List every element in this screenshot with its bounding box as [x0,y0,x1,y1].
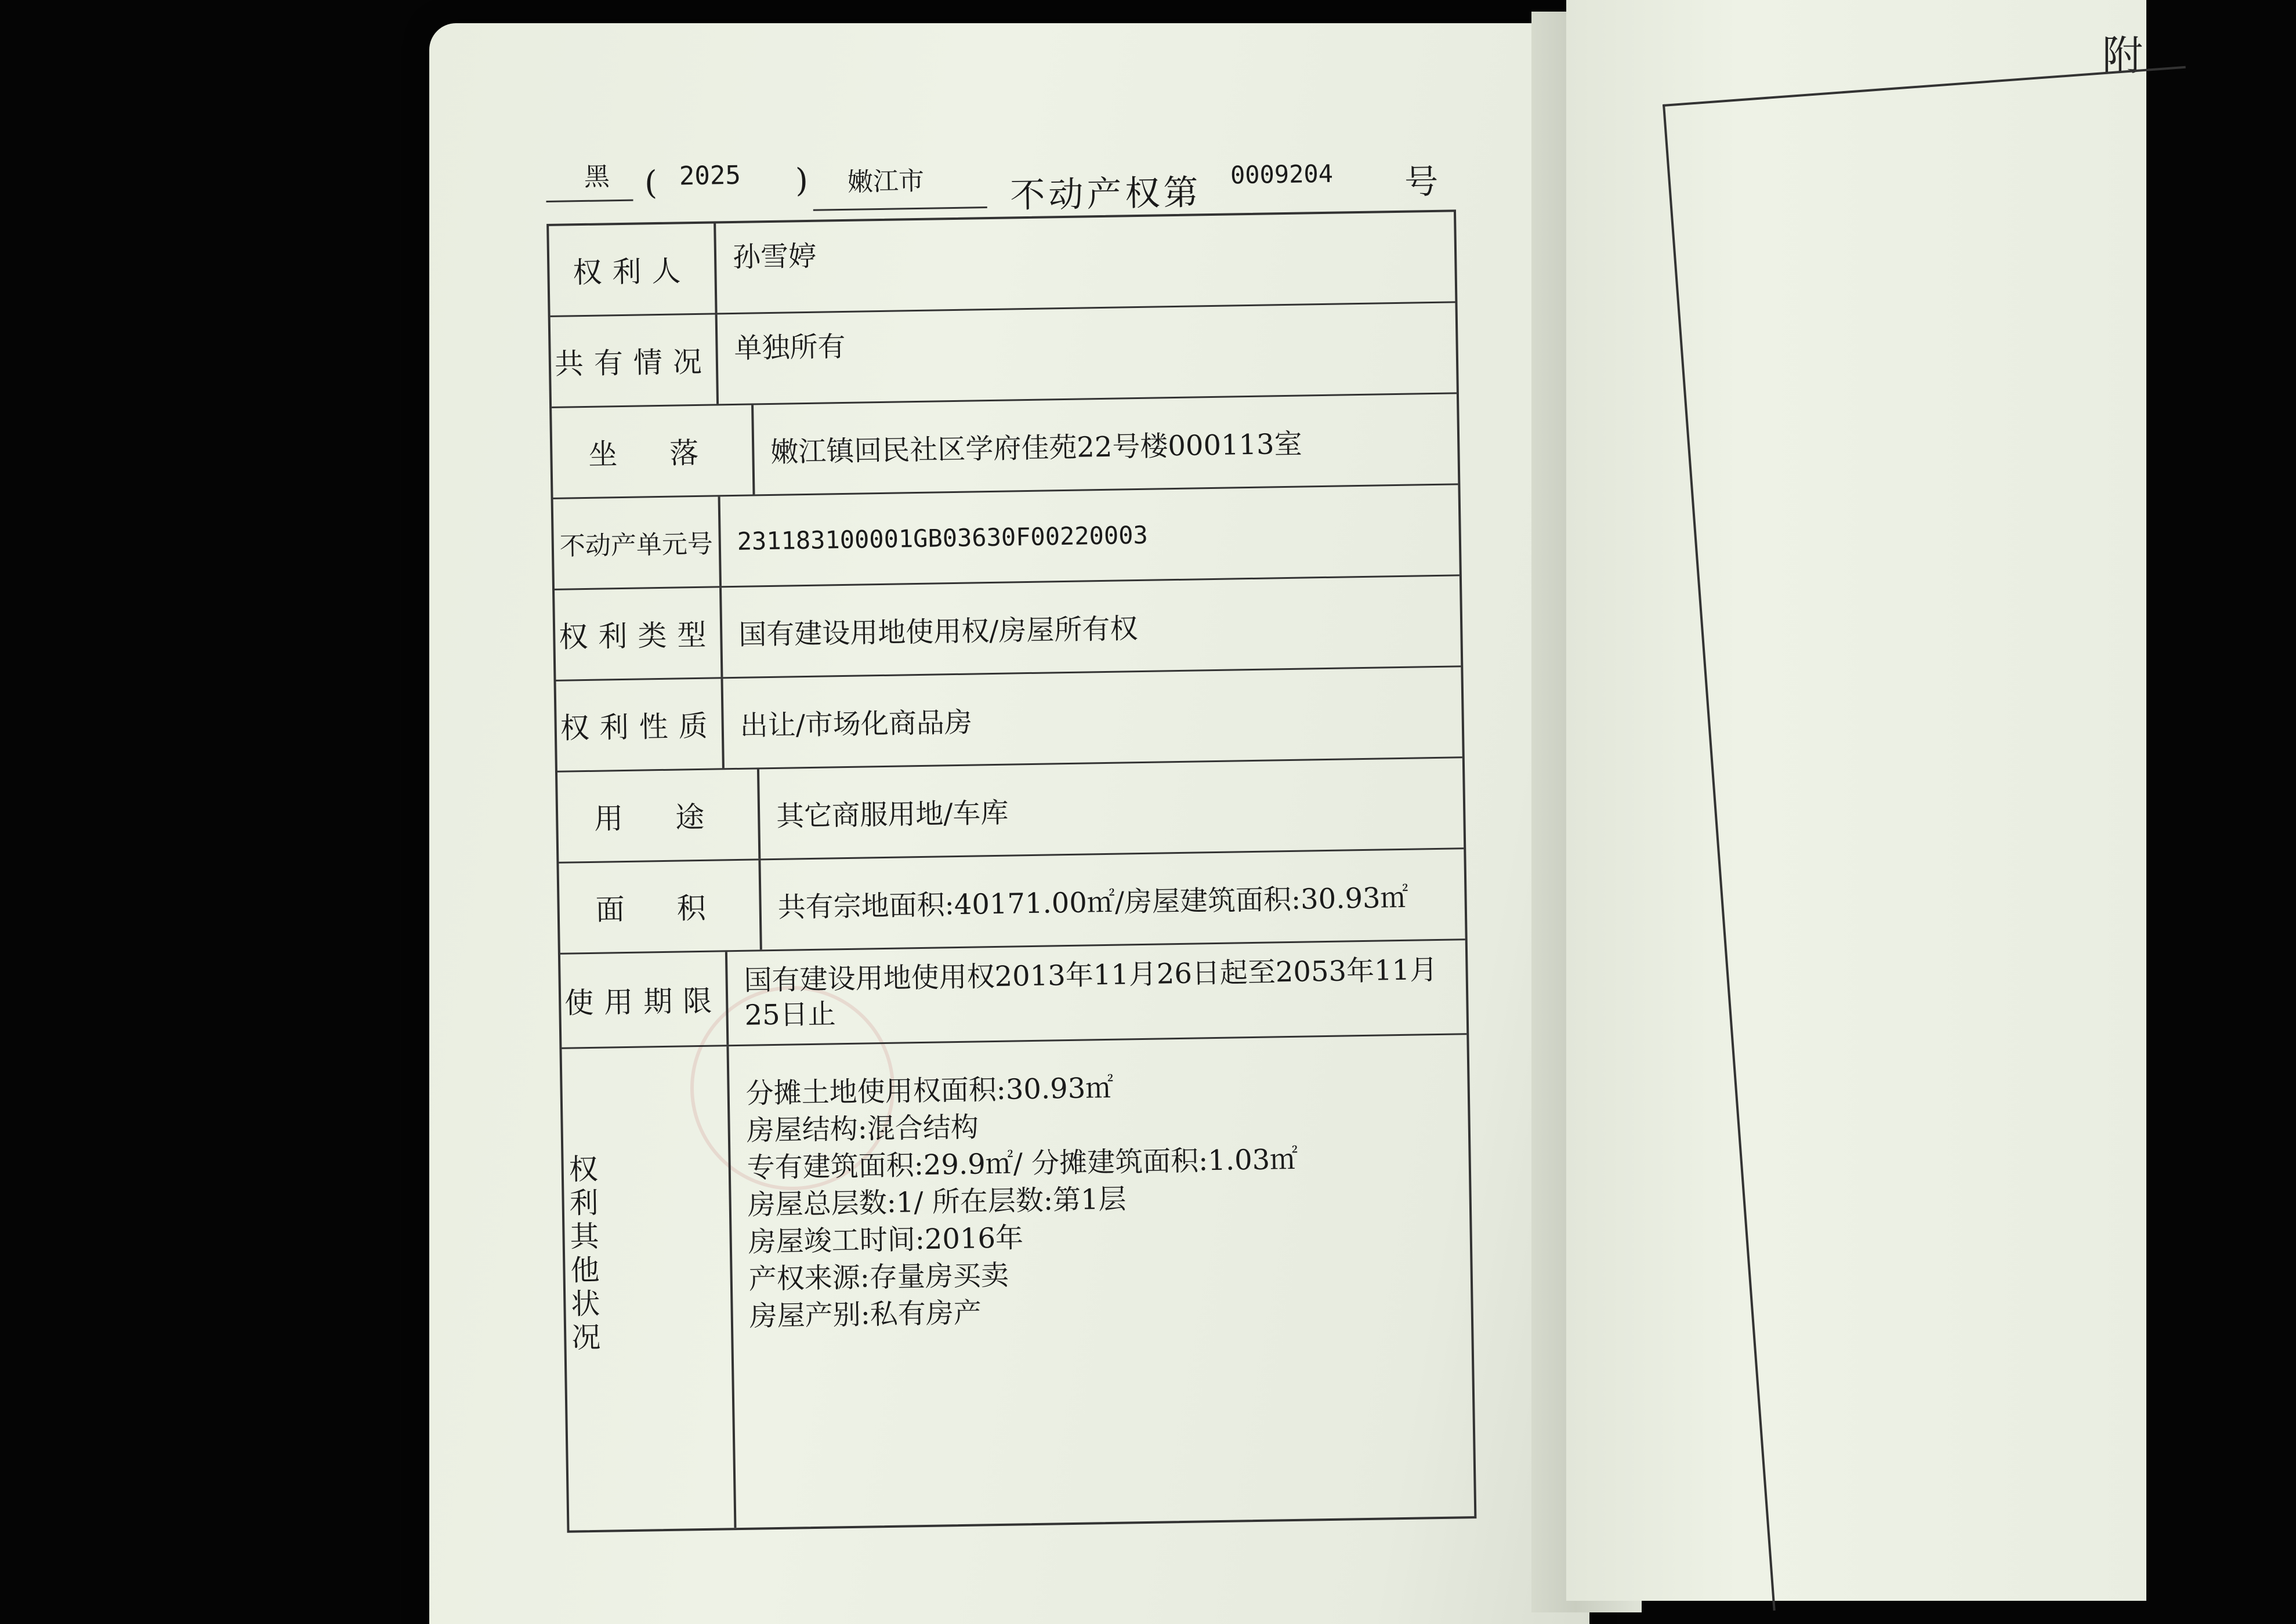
value-usage: 其它商服用地/车库 [776,796,1009,833]
label-co-ownership: 共有情况 [551,314,719,407]
certificate-year: 2025 [679,160,741,191]
label-usage: 用途 [557,769,760,861]
paren-open: ( [644,164,658,202]
list-item: 分摊土地使用权面积:30.93㎡ [745,1071,1114,1110]
table-row [562,1033,1474,1530]
other-status-list [745,1049,1301,1335]
province-abbr: 黑 [584,162,610,192]
attachment-heading: 附 [2102,32,2143,79]
right-page-frame [1663,66,2296,1611]
list-item: 房屋结构:混合结构 [746,1111,979,1147]
table-row [557,756,1464,861]
list-item: 专有建筑面积:29.9㎡/ 分摊建筑面积:1.03㎡ [747,1143,1298,1184]
label-rights-type: 权利类型 [555,588,723,680]
label-unit-number: 不动产单元号 [553,496,722,589]
table-row [549,212,1455,315]
certificate-suffix: 号 [1404,161,1439,202]
table-row [559,847,1465,952]
label-rights-nature: 权利性质 [556,679,725,771]
list-item: 产权来源:存量房买卖 [748,1259,1009,1296]
list-item: 房屋总层数:1/ 所在层数:第1层 [747,1183,1127,1221]
value-rights-nature: 出让/市场化商品房 [740,706,973,742]
value-unit-number: 231183100001GB03630F00220003 [737,520,1149,556]
table-row [555,574,1461,679]
label-location: 坐落 [552,405,755,497]
value-location: 嫩江镇回民社区学府佳苑22号楼000113室 [770,427,1303,469]
value-term: 国有建设用地使用权2013年11月26日起至2053年11月25日止 [744,954,1438,1032]
label-other-status: 权利其他状况 [562,1046,736,1530]
certificate-header [545,130,1469,220]
label-area: 面积 [559,860,762,952]
rights-table [546,209,1476,1532]
value-co-ownership: 单独所有 [734,330,846,365]
value-area: 共有宗地面积:40171.00㎡/房屋建筑面积:30.93㎡ [777,881,1408,924]
certificate-city: 嫩江市 [847,166,925,197]
value-rights-type: 国有建设用地使用权/房屋所有权 [738,612,1138,651]
table-row [551,301,1457,406]
table-row [556,665,1462,770]
certificate-title: 不动产权第 [1009,172,1202,216]
underline [546,200,633,202]
list-item: 房屋产别:私有房产 [749,1296,982,1333]
paren-close: ) [795,161,809,200]
value-other-status [729,1035,1474,1528]
list-item: 房屋竣工时间:2016年 [748,1221,1024,1259]
table-row [552,392,1458,497]
value-rights-holder: 孙雪婷 [732,240,817,274]
label-term: 使用期限 [560,952,729,1047]
table-row [553,483,1460,588]
label-rights-holder: 权利人 [549,223,717,316]
certificate-number: 0009204 [1230,159,1334,190]
table-row [560,938,1466,1047]
certificate-content [545,130,1489,1533]
underline [813,206,987,211]
